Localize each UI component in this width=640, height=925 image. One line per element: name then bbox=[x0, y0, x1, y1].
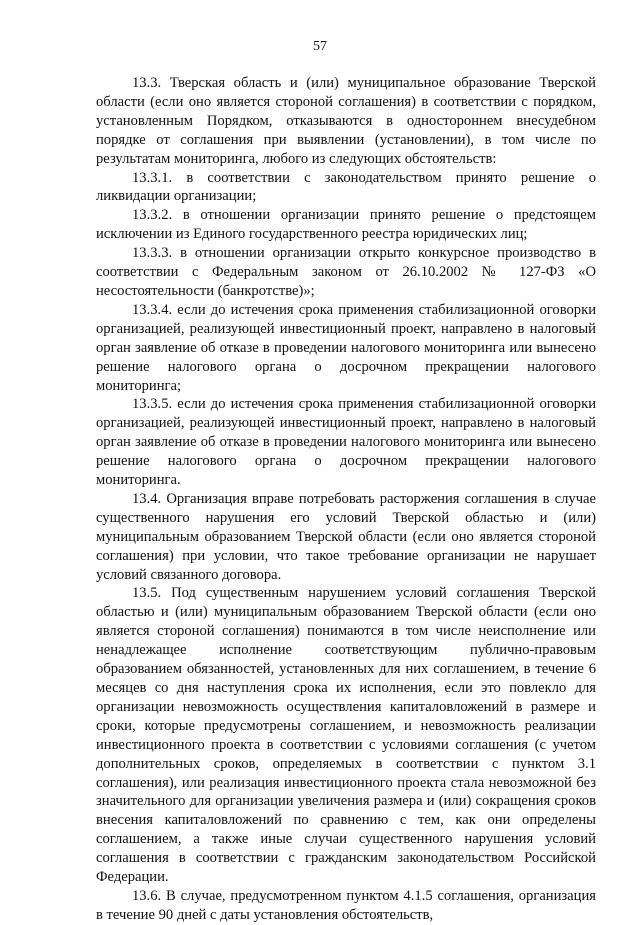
page-number: 57 bbox=[313, 39, 327, 54]
document-body bbox=[96, 74, 596, 925]
paragraph-13-3-1: 13.3.1. в соответствии с законодательством принято решение о ликвидации организации; bbox=[96, 169, 596, 205]
paragraph-13-3-2: 13.3.2. в отношении организации принято решение о предстоящем исключении из Единого государственного реестра юридических лиц; bbox=[96, 207, 596, 243]
paragraph-13-6: 13.6. В случае, предусмотренном пунктом 4.1.5 соглашения, организация в течение 90 дней с даты установления обстоятельств, bbox=[96, 887, 596, 923]
paragraph-13-3-3: 13.3.3. в отношении организации открыто конкурсное производство в соответствии с Федеральным законом от 26.10.2002 № 127-ФЗ «О несостоятельности (банкротстве)»; bbox=[96, 245, 596, 299]
paragraph-13-4: 13.4. Организация вправе потребовать расторжения соглашения в случае существенного нарушения его условий Тверской областью и (или) муниципальным образованием Тверской области (если оно является стороной соглашения) при условии, что такое требование организации не нарушает условий связанного договора. bbox=[96, 490, 596, 583]
paragraph-13-3-4: 13.3.4. если до истечения срока применения стабилизационной оговорки организацией, реализующей инвестиционный проект, направлено в налоговый орган заявление об отказе в проведении налогового мониторинга или вынесено решение налогового органа о досрочном прекращении налогового мониторинга; bbox=[96, 301, 596, 394]
paragraph-13-3: 13.3. Тверская область и (или) муниципальное образование Тверской области (если оно является стороной соглашения) в соответствии с порядком, установленным Порядком, отказываются в одностороннем внесудебном порядке от соглашения при выявлении (установлении), в том числе по результатам мониторинга, любого из следующих обстоятельств: bbox=[96, 75, 596, 167]
paragraph-13-5: 13.5. Под существенным нарушением условий соглашения Тверской областью и (или) муниципальным образованием Тверской области (если оно является стороной соглашения) понимаются в том числе неисполнение или ненадлежащее исполнение соответствующим публично-правовым образованием обязанностей, установленных для них соглашением, в течение 6 месяцев со дня наступления срока их исполнения, если это повлекло для организации невозможность осуществления капиталовложений в размере и сроки, которые предусмотрены соглашением, и невозможность реализации инвестиционного проекта в соответствии с условиями соглашения (с учетом дополнительных сроков, определяемых в соответствии с пунктом 3.1 соглашения), или реализация инвестиционного проекта стала невозможной без значительного для организации увеличения размера и (или) сокращения сроков внесения капиталовложений по сравнению с тем, как они определены соглашением, а также иные случаи существенного нарушения условий соглашения в соответствии с гражданским законодательством Российской Федерации. bbox=[96, 585, 596, 886]
paragraph-13-3-5: 13.3.5. если до истечения срока применения стабилизационной оговорки организацией, реализующей инвестиционный проект, направлено в налоговый орган заявление об отказе в проведении налогового мониторинга или вынесено решение налогового органа о досрочном прекращении налогового мониторинга. bbox=[96, 396, 596, 489]
